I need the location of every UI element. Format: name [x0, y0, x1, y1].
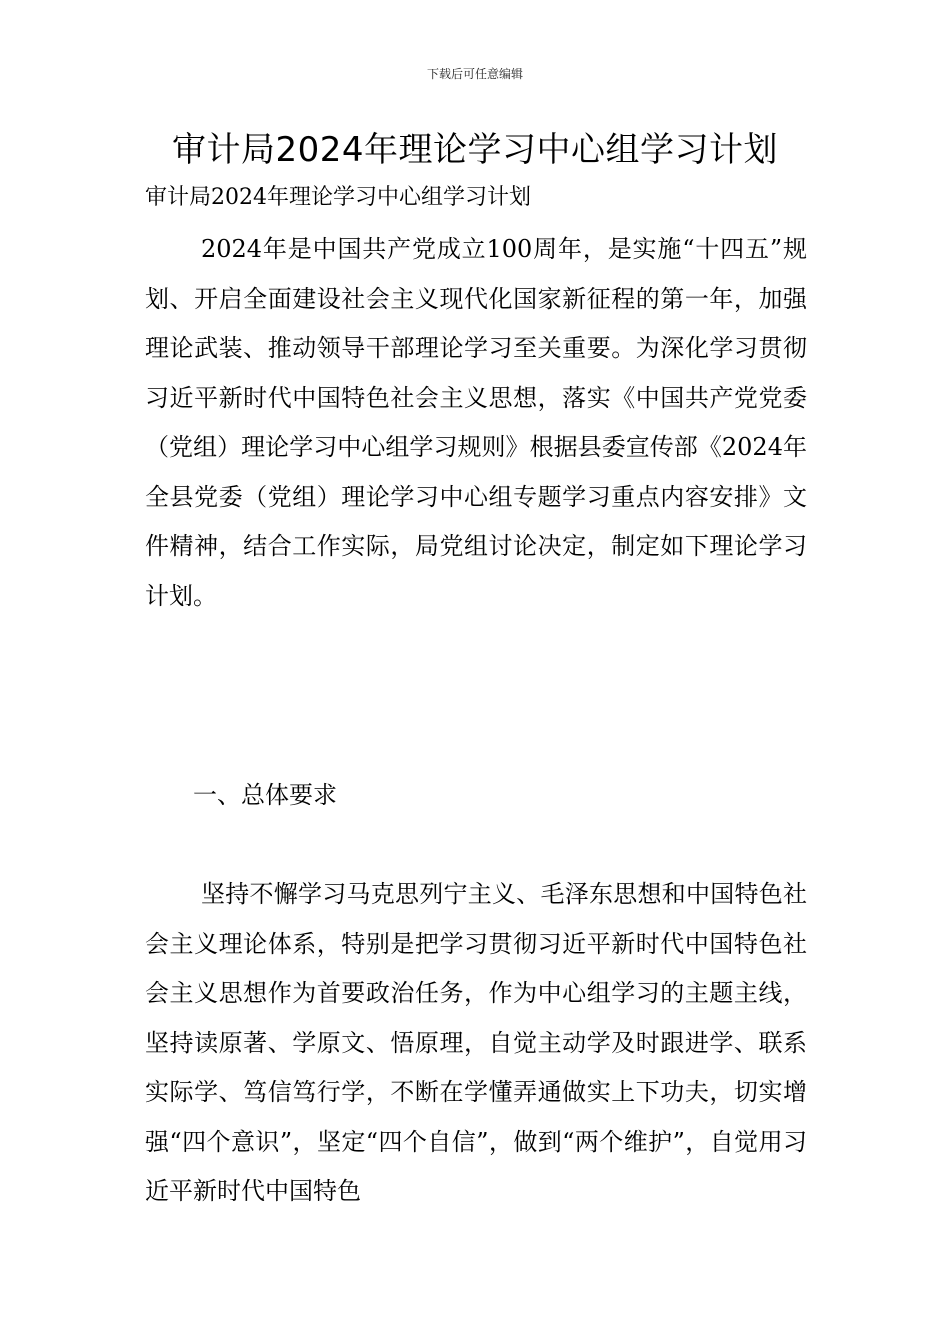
document-subtitle: 审计局2024年理论学习中心组学习计划	[145, 185, 531, 210]
intro-paragraph: 2024年是中国共产党成立100周年，是实施“十四五”规划、开启全面建设社会主义现代化国家新征程的第一年，加强理论武装、推动领导干部理论学习至关重要。为深化学习贯彻习近平新时代中国特色社会主义思想，落实《中国共产党党委（党组）理论学习中心组学习规则》根据县委宣传部《2024年全县党委（党组）理论学习中心组专题学习重点内容安排》文件精神，结合工作实际，局党组讨论决定，制定如下理论学习计划。	[145, 235, 807, 610]
section-heading-general-requirements: 一、总体要求	[193, 781, 337, 809]
page-title: 审计局2024年理论学习中心组学习计划	[171, 130, 779, 170]
section-paragraph-general-requirements: 坚持不懈学习马克思列宁主义、毛泽东思想和中国特色社会主义理论体系，特别是把学习贯彻习近平新时代中国特色社会主义思想作为首要政治任务，作为中心组学习的主题主线，坚持读原著、学原文、悟原理，自觉主动学及时跟进学、联系实际学、笃信笃行学，不断在学懂弄通做实上下功夫，切实增强“四个意识”，坚定“四个自信”，做到“两个维护”，自觉用习近平新时代中国特色	[145, 880, 807, 1205]
header-note: 下载后可任意编辑	[426, 67, 523, 81]
